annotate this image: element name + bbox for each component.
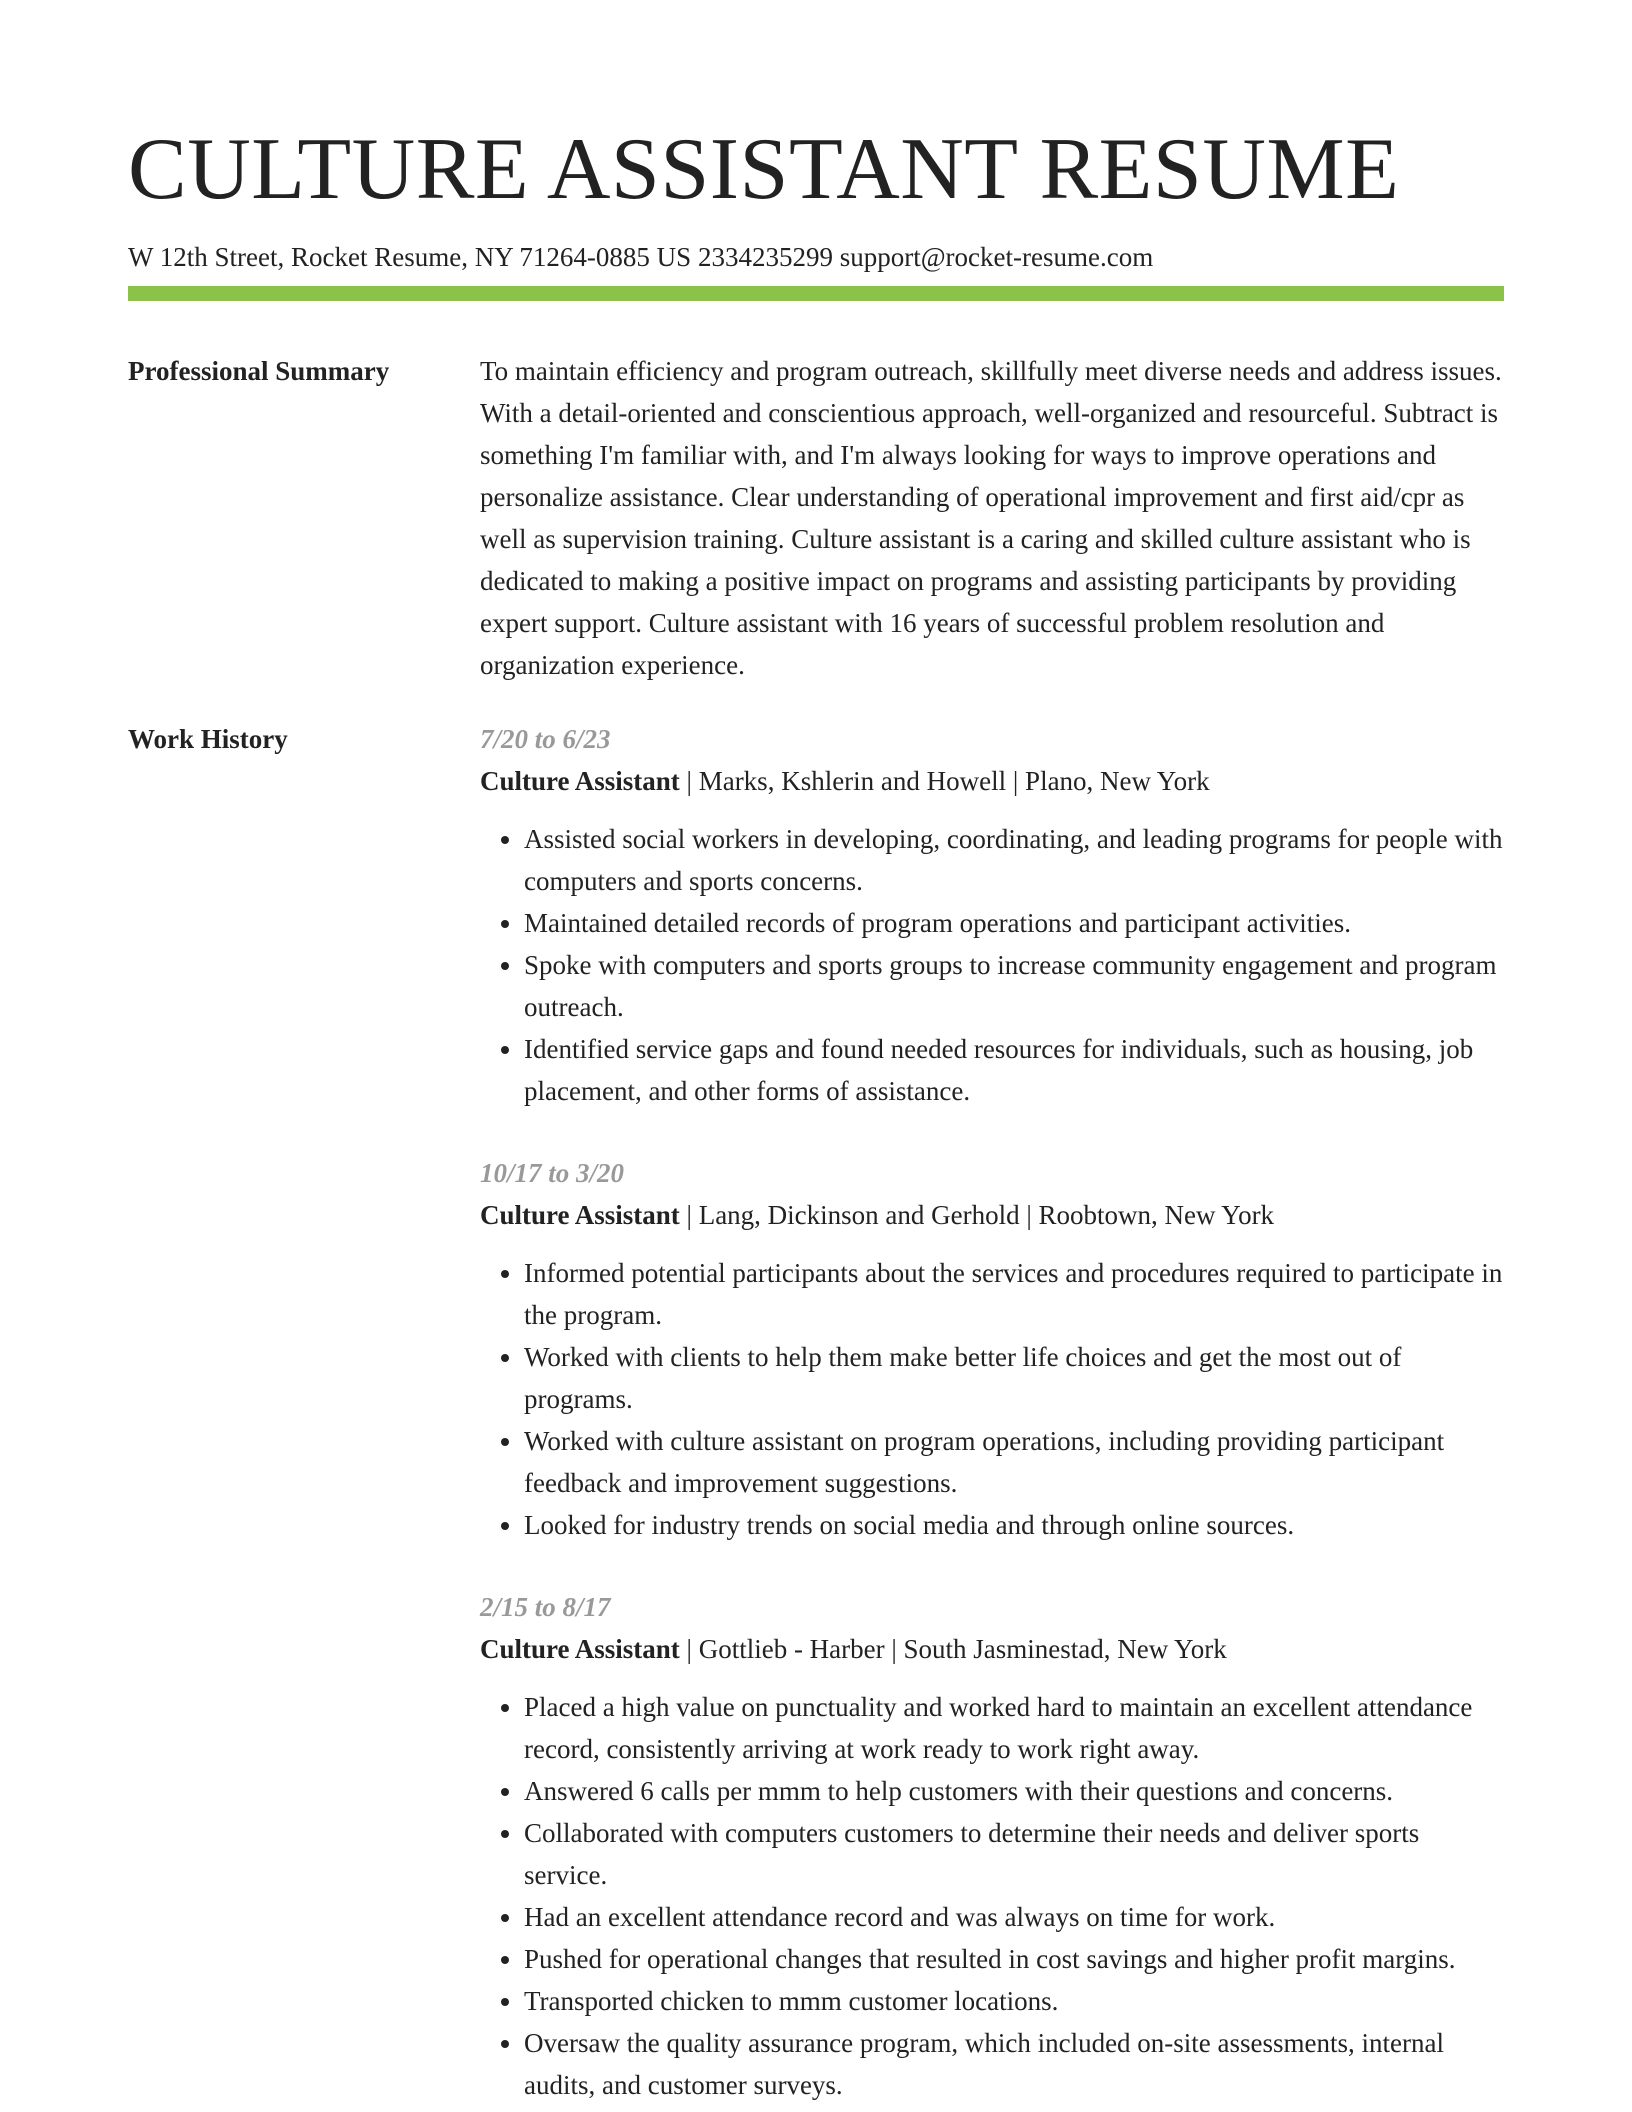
professional-summary-section [128, 350, 1504, 690]
accent-divider [128, 286, 1504, 301]
job-bullet: • Had an excellent attendance record and was always on time for work. [524, 1896, 1504, 1938]
job-bullet: • Answered 6 calls per mmm to help customers with their questions and concerns. [524, 1770, 1504, 1812]
job-entry [480, 1586, 1504, 2106]
job-title: Culture Assistant [480, 1634, 680, 1664]
job-title-line [480, 1628, 1504, 1670]
job-details: | Gottlieb - Harber | South Jasminestad, New York [679, 1634, 1227, 1664]
job-details: | Lang, Dickinson and Gerhold | Roobtown, New York [679, 1200, 1275, 1230]
job-bullet: • Oversaw the quality assurance program, which included on-site assessments, internal audits, and customer surveys. [524, 2022, 1504, 2106]
job-entry [480, 1152, 1504, 1546]
job-title: Culture Assistant [480, 766, 680, 796]
job-title-line [480, 760, 1504, 802]
job-bullet: • Informed potential participants about the services and procedures required to participate in the program. [524, 1252, 1504, 1336]
resume-header [128, 118, 1504, 274]
job-bullet: • Placed a high value on punctuality and worked hard to maintain an excellent attendance record, consistently arriving at work ready to work right away. [524, 1686, 1504, 1770]
job-dates: 7/20 to 6/23 [480, 724, 611, 754]
job-bullet: • Transported chicken to mmm customer locations. [524, 1980, 1504, 2022]
job-dates: 2/15 to 8/17 [480, 1592, 611, 1622]
summary-body [480, 350, 1504, 686]
job-bullet: • Identified service gaps and found needed resources for individuals, such as housing, job placement, and other forms of assistance. [524, 1028, 1504, 1112]
job-bullet: • Pushed for operational changes that resulted in cost savings and higher profit margins. [524, 1938, 1504, 1980]
job-dates: 10/17 to 3/20 [480, 1158, 625, 1188]
job-bullet: • Assisted social workers in developing, coordinating, and leading programs for people with computers and sports concerns. [524, 818, 1504, 902]
resume-title: CULTURE ASSISTANT RESUME [128, 121, 1400, 218]
job-bullets [480, 1686, 1504, 2106]
job-bullet: • Looked for industry trends on social media and through online sources. [524, 1504, 1504, 1546]
job-bullet: • Maintained detailed records of program operations and participant activities. [524, 902, 1504, 944]
job-bullets [480, 1252, 1504, 1546]
section-label-work-history: Work History [128, 724, 288, 754]
job-title-line [480, 1194, 1504, 1236]
work-history-section [128, 718, 1504, 2112]
job-bullet: • Worked with culture assistant on program operations, including providing participant feedback and improvement suggestions. [524, 1420, 1504, 1504]
job-bullet: • Collaborated with computers customers to determine their needs and deliver sports service. [524, 1812, 1504, 1896]
contact-line: W 12th Street, Rocket Resume, NY 71264-0885 US 2334235299 support@rocket-resume.com [128, 242, 1154, 272]
section-label-professional-summary: Professional Summary [128, 356, 390, 386]
job-title: Culture Assistant [480, 1200, 680, 1230]
job-bullet: • Worked with clients to help them make better life choices and get the most out of programs. [524, 1336, 1504, 1420]
summary-text: To maintain efficiency and program outreach, skillfully meet diverse needs and address issues. With a detail-oriented and conscientious approach, well-organized and resourceful. Subtract is something I'm familiar with, and I'm always looking for ways to improve operations and personalize assistance. Clear understanding of operational improvement and first aid/cpr as well as supervision training. Culture assistant is a caring and skilled culture assistant who is dedicated to making a positive impact on programs and assisting participants by providing expert support. Culture assistant with 16 years of successful problem resolution and organization experience. [480, 356, 1502, 680]
work-history-body [480, 718, 1504, 2112]
job-bullets [480, 818, 1504, 1112]
job-entry [480, 718, 1504, 1112]
job-details: | Marks, Kshlerin and Howell | Plano, New York [679, 766, 1210, 796]
job-bullet: • Spoke with computers and sports groups to increase community engagement and program outreach. [524, 944, 1504, 1028]
